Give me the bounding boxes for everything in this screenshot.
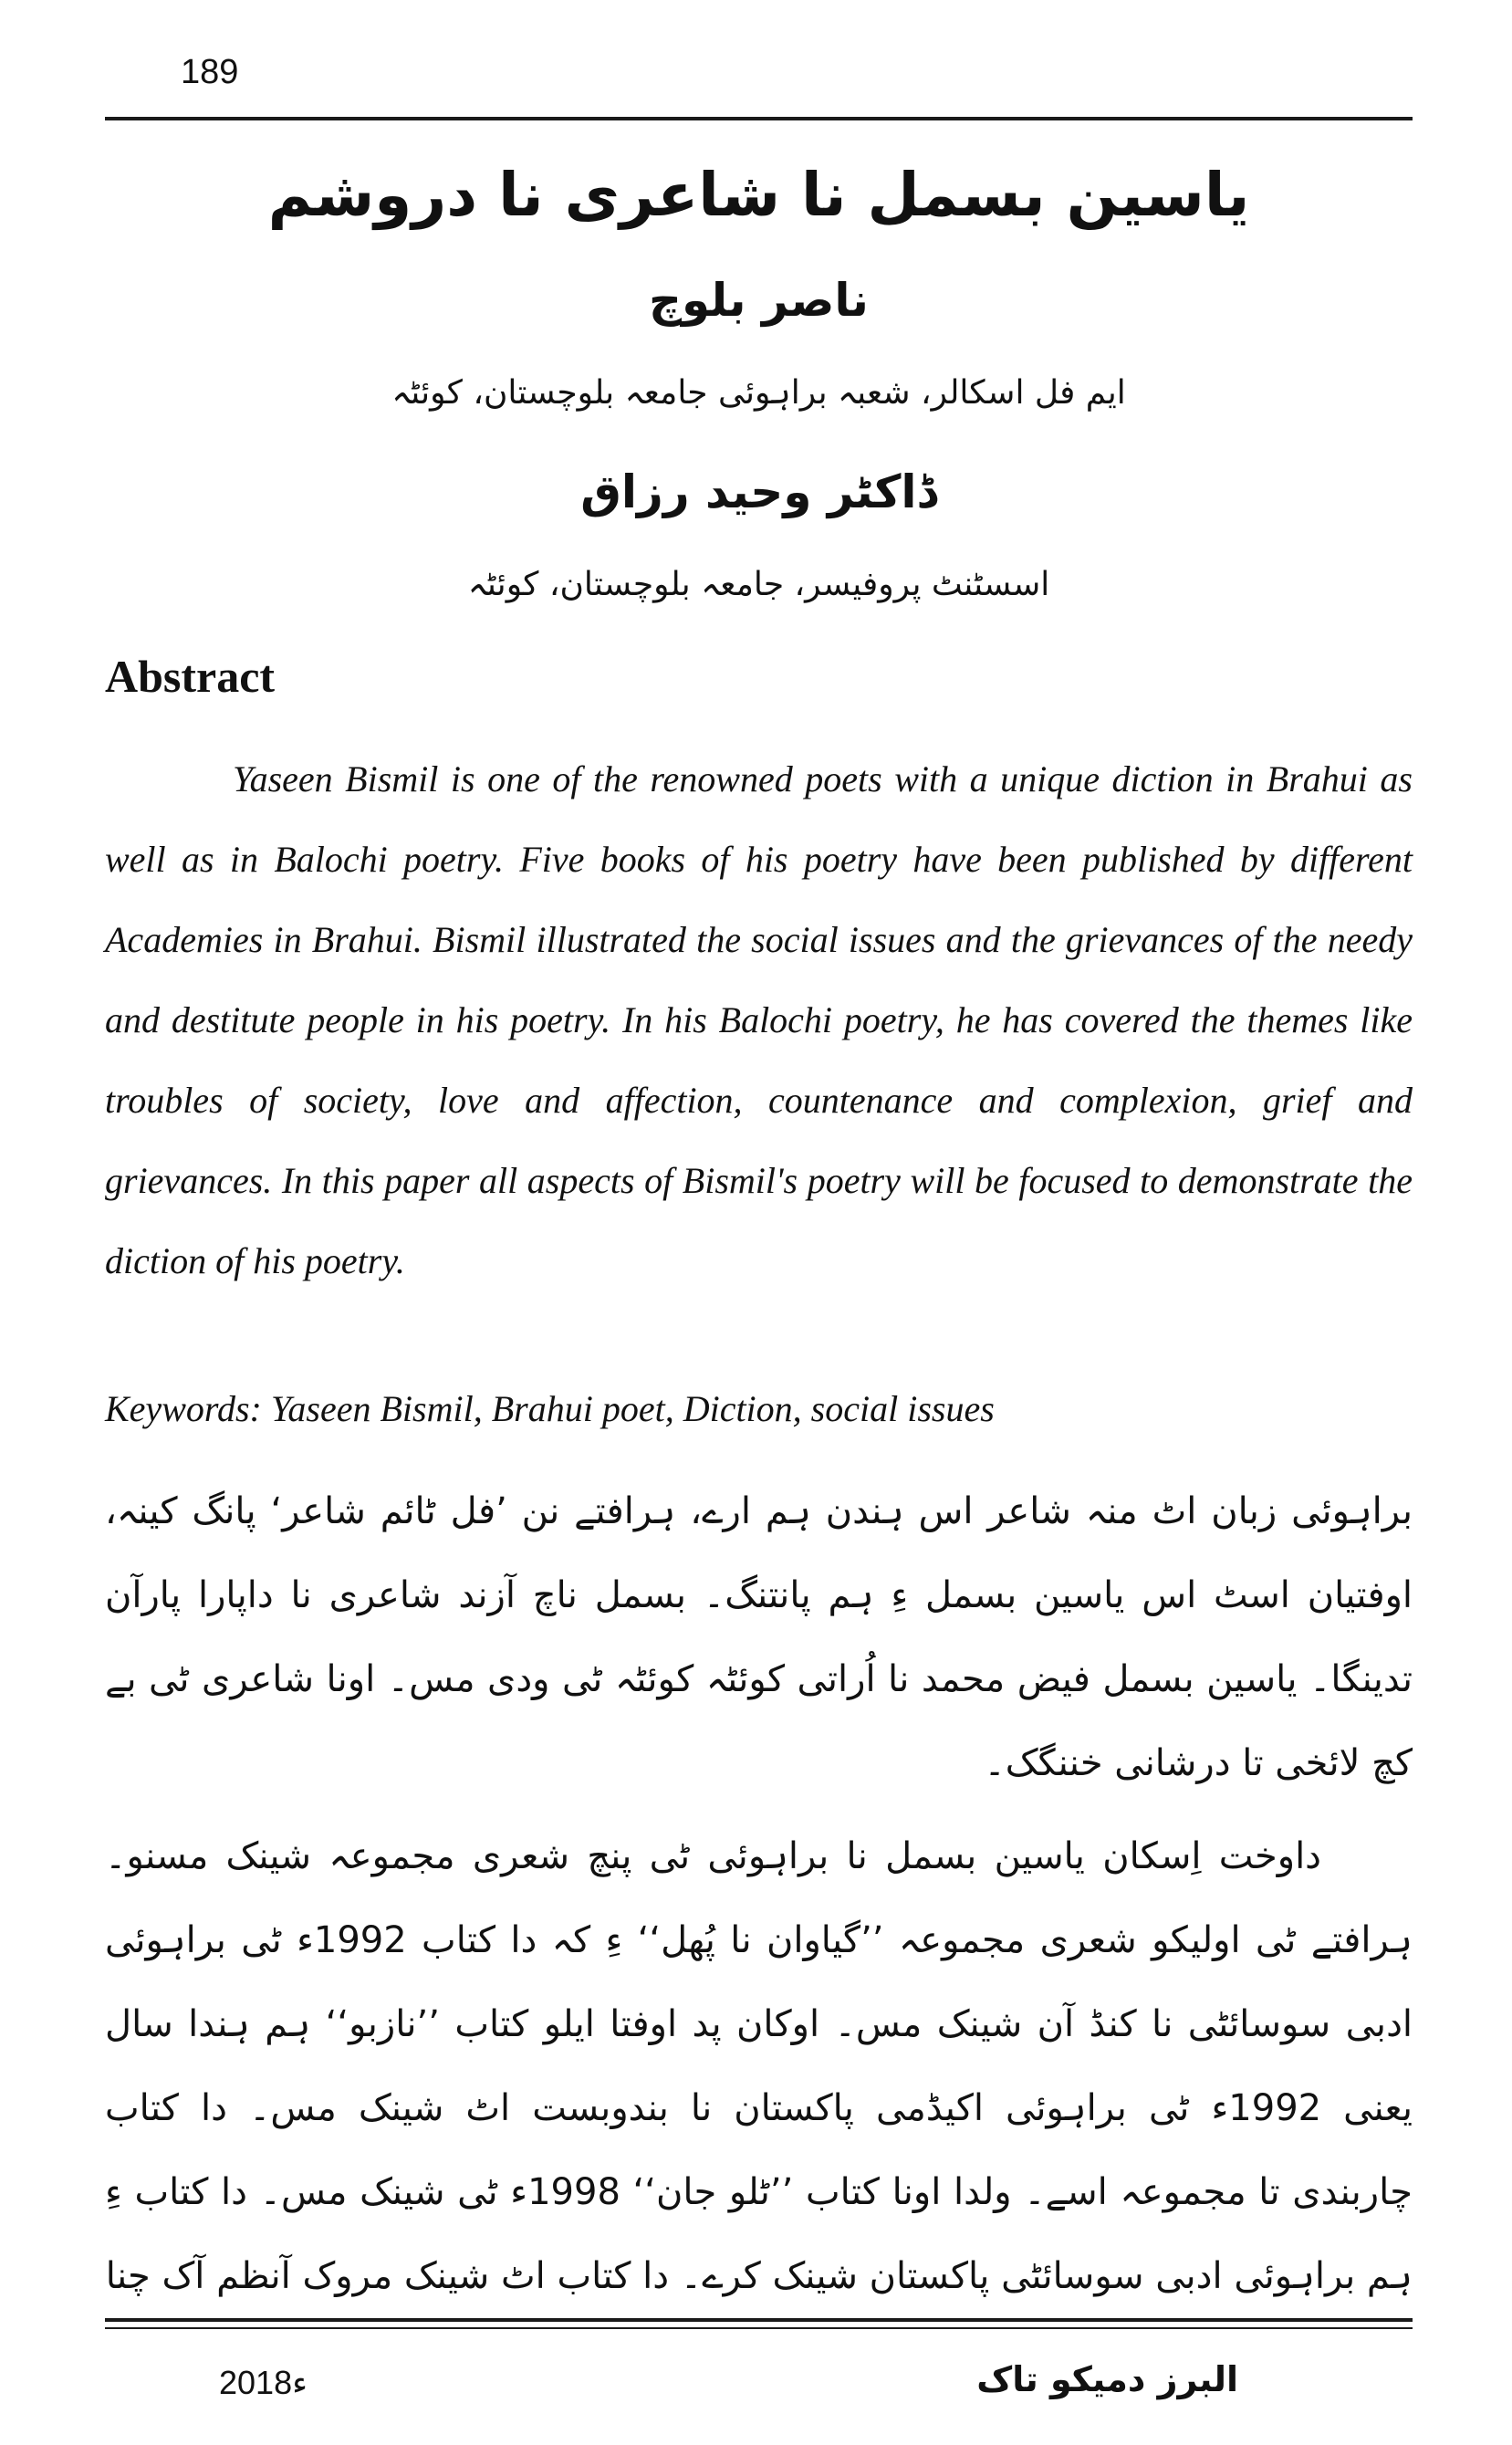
abstract-text: Yaseen Bismil is one of the renowned poets with a unique diction in Brahui as well as in Balochi poetry. Five books of his poetry have been published by different Academies in Brahui. Bismil illustrated the social issues and the grievances of the needy and destitute people in his poetry. In his Balochi poetry, he has covered the themes like troubles of society, love and affection, countenance and complexion, grief and grievances. In this paper all aspects of Bismil's poetry will be focused to demonstrate the diction of his poetry. (105, 758, 1413, 1281)
page-number: 189 (181, 53, 239, 91)
footer-rule-thin (105, 2327, 1413, 2329)
author-name-2: ڈاکٹر وحید رزاق (580, 465, 937, 518)
urdu-paragraph-2: داوخت اِسکان یاسین بسمل نا براہوئی ٹی پنچ شعری مجموعہ شینک مسنو۔ ہرافتے ٹی اولیکو شعری مجموعہ ’’گیاوان نا پُھل‘‘ ءِ کہ دا کتاب 1992ء ٹی براہوئی ادبی سوسائٹی نا کنڈ آن شینک مس۔ اوکان پد اوفتا ایلو کتاب ’’نازبو‘‘ ہم ہندا سال یعنی 1992ء ٹی براہوئی اکیڈمی پاکستان نا بندوبست اٹ شینک مس۔ دا کتاب چاربندی تا مجموعہ اسے۔ ولدا اونا کتاب ’’ٹلو جان‘‘ 1998ء ٹی شینک مس۔ دا کتاب ءِ ہم براہوئی ادبی سوسائٹی پاکستان شینک کرے۔ دا کتاب اٹ شینک مروک آنظم آک چنا (105, 1835, 1413, 2297)
abstract-heading: Abstract (105, 651, 276, 702)
urdu-paragraph-1: براہوئی زبان اٹ منہ شاعر اس ہندن ہم ارے، ہرافتے نن ’فل ٹائم شاعر‘ پانگ کینہ، اوفتیان اسٹ اس یاسین بسمل ءِ ہم پانتنگ۔ بسمل ناچ آزند شاعری نا داپارا پارآن تدینگا۔ یاسین بسمل فیض محمد نا اُراتی کوئٹہ کوئٹہ ٹی ودی مس۔ اونا شاعری ٹی بے کچ لائخی تا درشانی خننگک۔ (105, 1490, 1413, 1784)
footer-year: 2018ء (219, 2364, 308, 2401)
author-affiliation-2: اسسٹنٹ پروفیسر، جامعہ بلوچستان، کوئٹہ (467, 566, 1050, 603)
header-rule (105, 117, 1413, 120)
article-title: یاسین بسمل نا شاعری نا دروشم (267, 160, 1250, 230)
footer-rule-thick (105, 2318, 1413, 2322)
author-affiliation-1: ایم فل اسکالر، شعبہ براہوئی جامعہ بلوچستان، کوئٹہ (391, 374, 1126, 412)
urdu-body (105, 1469, 1413, 2318)
footer-journal-name: البرز دمیکو تاک (976, 2359, 1238, 2399)
keywords: Keywords: Yaseen Bismil, Brahui poet, Diction, social issues (105, 1388, 995, 1429)
author-name-1: ناصر بلوچ (649, 274, 869, 327)
